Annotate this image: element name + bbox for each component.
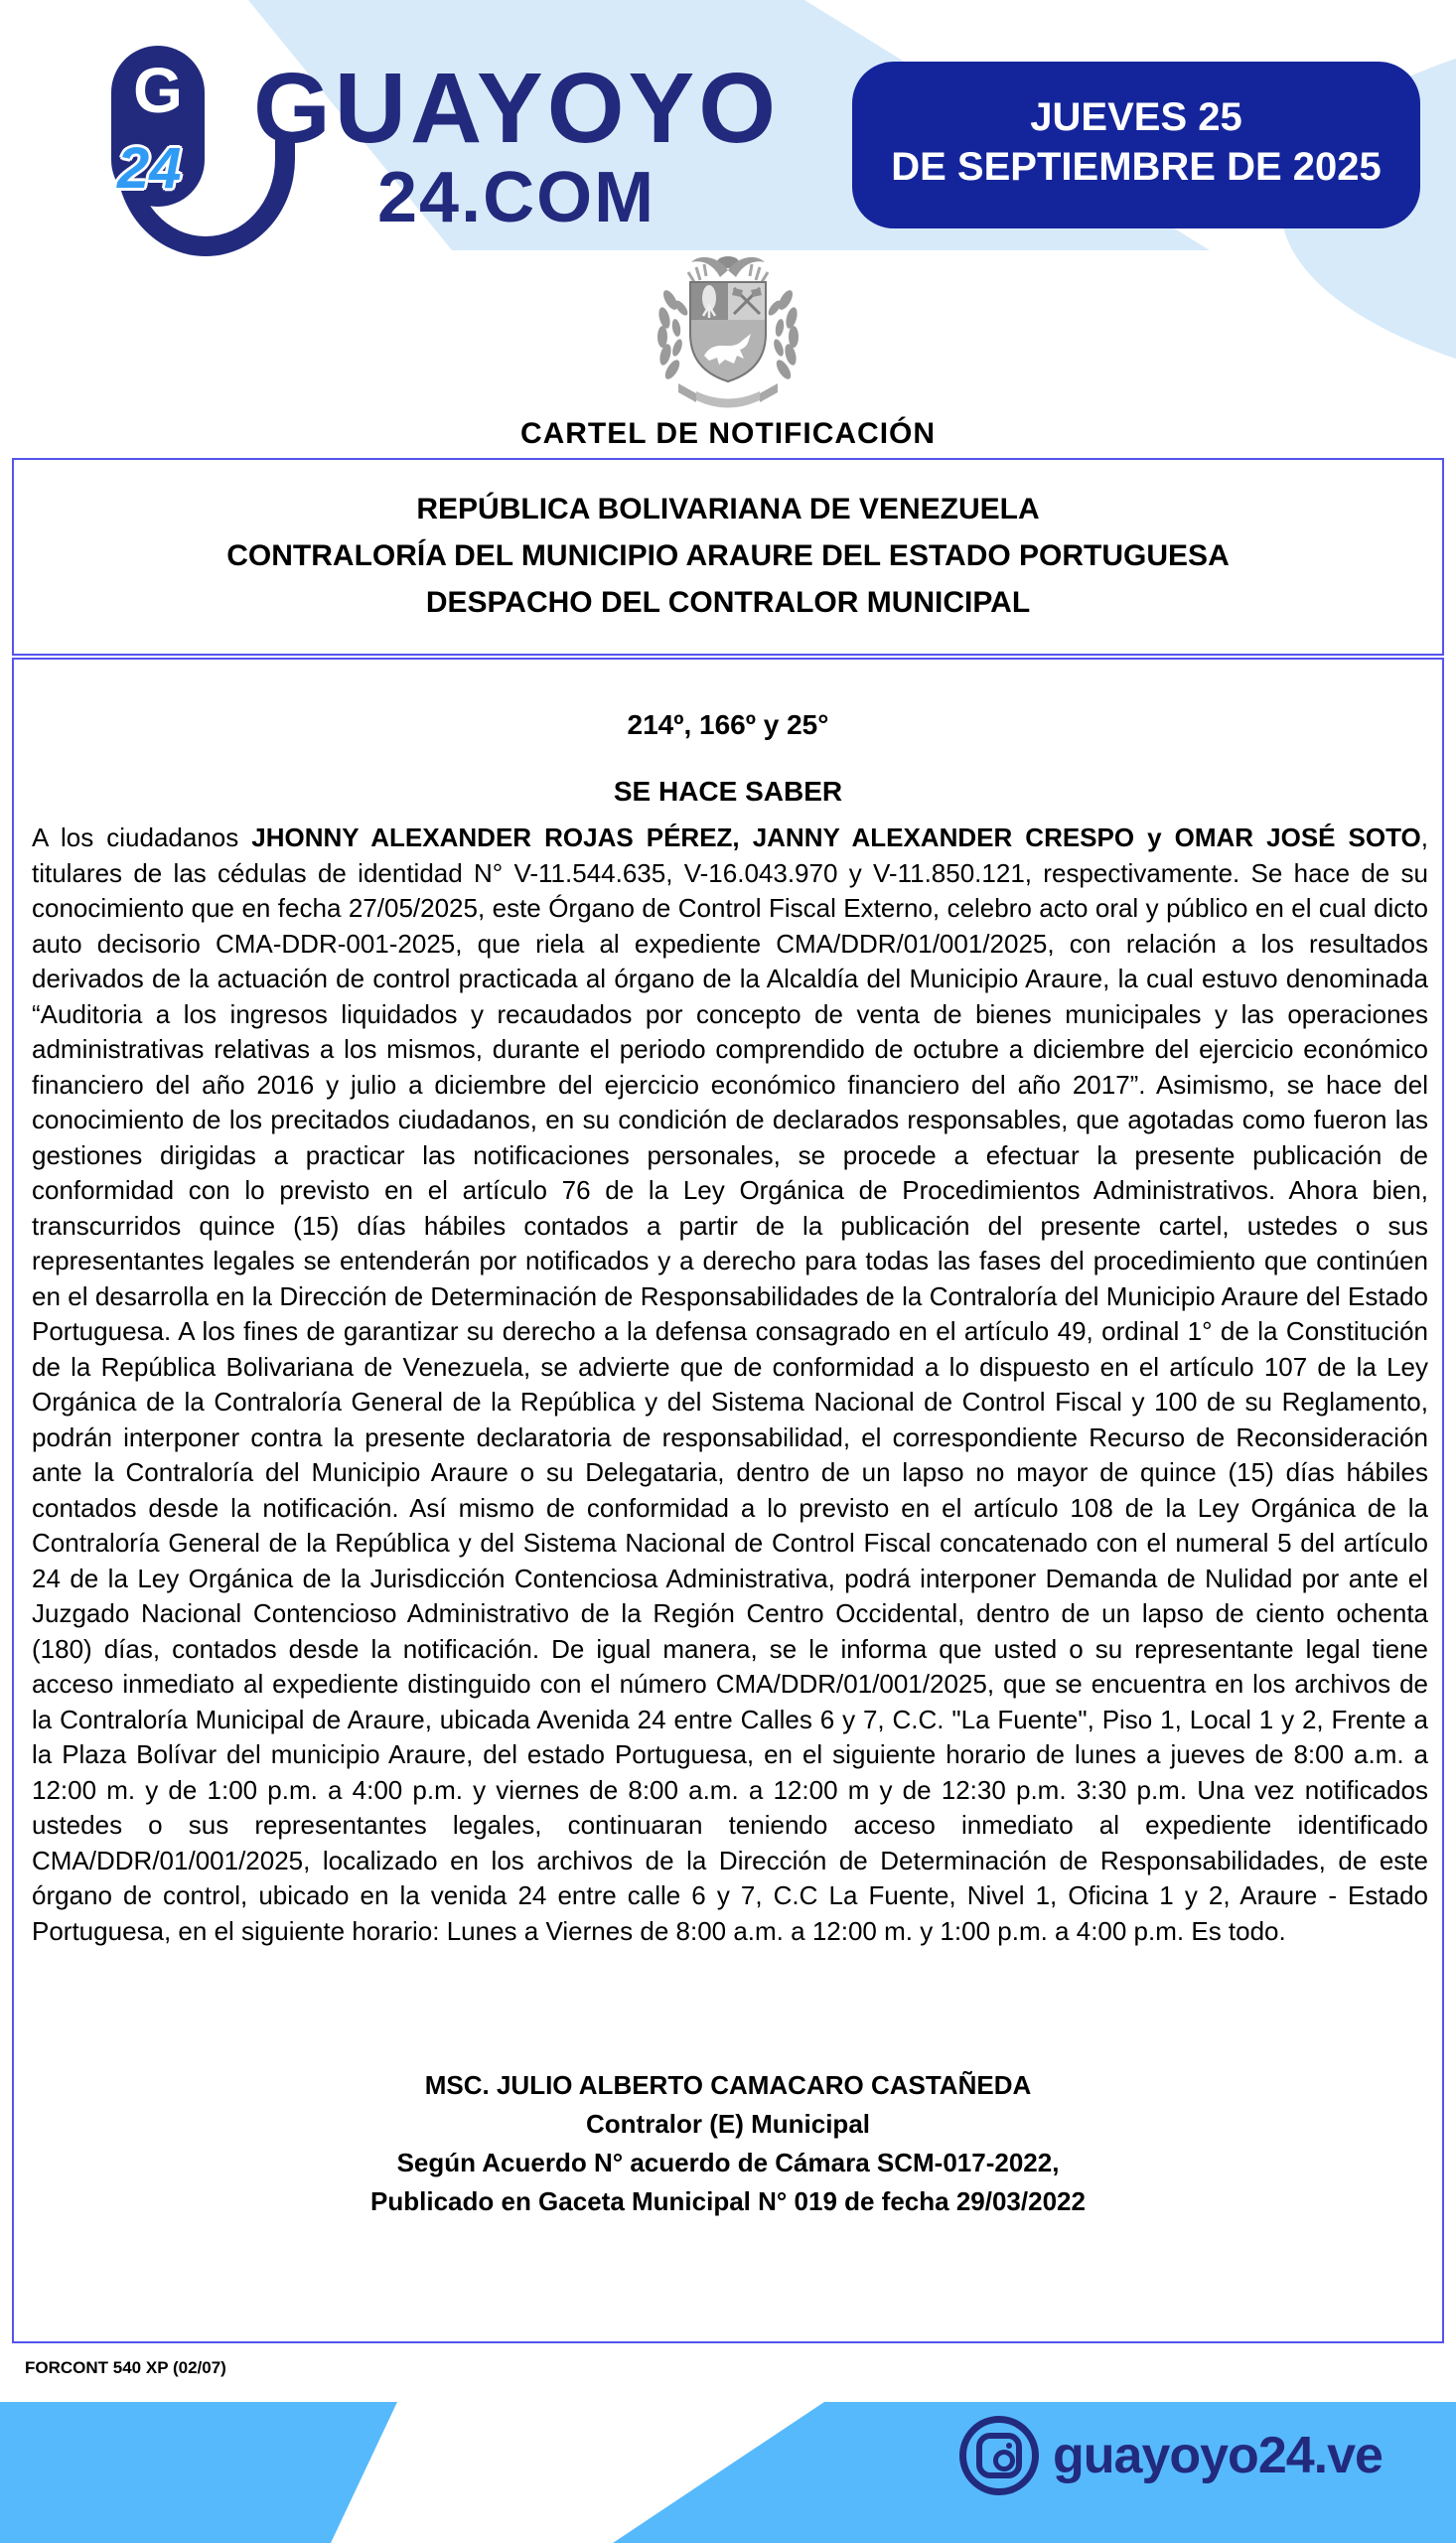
instagram-camera-icon (976, 2433, 1022, 2478)
date-badge (852, 62, 1420, 228)
document-title: CARTEL DE NOTIFICACIÓN (519, 417, 937, 450)
letterhead-box (12, 458, 1444, 656)
instagram-icon (959, 2416, 1039, 2495)
form-code: FORCONT 540 XP (02/07) (25, 2358, 226, 2377)
logo-letter-g: G (133, 55, 183, 126)
logo-number-24: 24 (117, 136, 182, 201)
signature-gazette: Publicado en Gaceta Municipal N° 019 de fecha 29/03/2022 (370, 2186, 1086, 2216)
letterhead-line3: DESPACHO DEL CONTRALOR MUNICIPAL (425, 586, 1031, 619)
logo-wordmark: GUAYOYO (253, 53, 781, 164)
anniversary-line: 214º, 166º y 25° (627, 709, 829, 740)
signature-name: MSC. JULIO ALBERTO CAMACARO CASTAÑEDA (424, 2070, 1032, 2100)
date-badge-line2: DE SEPTIEMBRE DE 2025 (891, 145, 1382, 189)
instagram-lens-icon (993, 2450, 1015, 2471)
signature-accord: Según Acuerdo N° acuerdo de Cámara SCM-017-2022, (396, 2148, 1060, 2177)
body-paragraph: A los ciudadanos JHONNY ALEXANDER ROJAS PÉREZ, JANNY ALEXANDER CRESPO y OMAR JOSÉ SOTO, titulares de las cédulas de identidad N° V-11.544.635, V-16.043.970 y V-11.850.121, respectivamente. Se hace de su conocimiento que en fecha 27/05/2025, este Órgano de Control Fiscal Externo, celebro acto oral y público en el cual dicto auto decisorio CMA-DDR-001-2025, que riela al expediente CMA/DDR/01/001/2025, con relación a los resultados derivados de la actuación de control practicada al órgano de la Alcaldía del Municipio Araure, la cual estuvo denominada “Auditoria a los ingresos liquidados y recaudados por concepto de venta de bienes municipales y las operaciones administrativas relativas a los mismos, durante el periodo comprendido de octubre a diciembre del ejercicio económico financiero del año 2016 y julio a diciembre del ejercicio económico financiero del año 2017”. Asimismo, se hace del conocimiento de los precitados ciudadanos, en su condición de declarados responsables, que agotadas como fueron las gestiones dirigidas a practicar las notificaciones personales, se procede a efectuar la presente publicación de conformidad con lo previsto en el artículo 76 de la Ley Orgánica de Procedimientos Administrativos. Ahora bien, transcurridos quince (15) días hábiles contados a partir de la publicación del presente cartel, ustedes o sus representantes legales se entenderán por notificados y a derecho para todas las fases del procedimiento que continúen en el desarrolla en la Dirección de Determinación de Responsabilidades de la Contraloría del Municipio Araure del Estado Portuguesa. A los fines de garantizar su derecho a la defensa consagrado en el artículo 49, ordinal 1° de la Constitución de la República Bolivariana de Venezuela, se advierte que de conformidad a lo dispuesto en el artículo 107 de la Ley Orgánica de la Contraloría General de la República y del Sistema Nacional de Control Fiscal y 100 de su Reglamento, podrán interponer contra la presente declaratoria de responsabilidad, el correspondiente Recurso de Reconsideración ante la Contraloría del Municipio Araure o su Delegataria, dentro de un lapso no mayor de quince (15) días hábiles contados desde la notificación. Así mismo de conformidad a lo previsto en el artículo 108 de la Ley Orgánica de la Contraloría General de la República y del Sistema Nacional de Control Fiscal concatenado con el numeral 5 del artículo 24 de la Ley Orgánica de la Jurisdicción Contenciosa Administrativa, podrá interponer Demanda de Nulidad por ante el Juzgado Nacional Contencioso Administrativo de la Región Centro Occidental, dentro de un lapso de ciento ochenta (180) días, contados desde la notificación. De igual manera, se le informa que usted o su representante legal tiene acceso inmediato al expediente distinguido con el número CMA/DDR/01/001/2025, que se encuentra en los archivos de la Contraloría Municipal de Araure, ubicada Avenida 24 entre Calles 6 y 7, C.C. "La Fuente", Piso 1, Local 1 y 2, Frente a la Plaza Bolívar del municipio Araure, del estado Portuguesa, en el siguiente horario de lunes a jueves de 8:00 a.m. a 12:00 m. y de 1:00 p.m. a 4:00 p.m. y viernes de 8:00 a.m. a 12:00 m y de 12:30 p.m. 3:30 p.m. Una vez notificados ustedes o sus representantes legales, continuaran teniendo acceso inmediato al expediente identificado CMA/DDR/01/001/2025, localizado en los archivos de la Dirección de Determinación de Responsabilidades, de este órgano de control, ubicado en la venida 24 entre calle 6 y 7, C.C La Fuente, Nivel 1, Oficina 1 y 2, Araure - Estado Portuguesa, en el siguiente horario: Lunes a Viernes de 8:00 a.m. a 12:00 m. y 1:00 p.m. a 4:00 p.m. Es todo. (32, 823, 1428, 1946)
signature-block (14, 2066, 1442, 2221)
letterhead-line1: REPÚBLICA BOLIVARIANA DE VENEZUELA (416, 493, 1040, 525)
guayoyo-logo[interactable] (55, 40, 809, 248)
instagram-badge[interactable] (959, 2415, 1426, 2496)
notice-body-box (12, 658, 1444, 2343)
signature-title: Contralor (E) Municipal (586, 2109, 870, 2139)
logo-domain: 24.COM (377, 158, 656, 237)
instagram-handle: guayoyo24.ve (1053, 2427, 1383, 2484)
date-badge-line1: JUEVES 25 (1030, 95, 1242, 139)
se-hace-saber-heading: SE HACE SABER (613, 776, 843, 807)
venezuela-coat-of-arms-icon (649, 248, 807, 409)
instagram-flash-dot-icon (1006, 2443, 1012, 2449)
letterhead-line2: CONTRALORÍA DEL MUNICIPIO ARAURE DEL ESTADO PORTUGUESA (226, 539, 1230, 572)
